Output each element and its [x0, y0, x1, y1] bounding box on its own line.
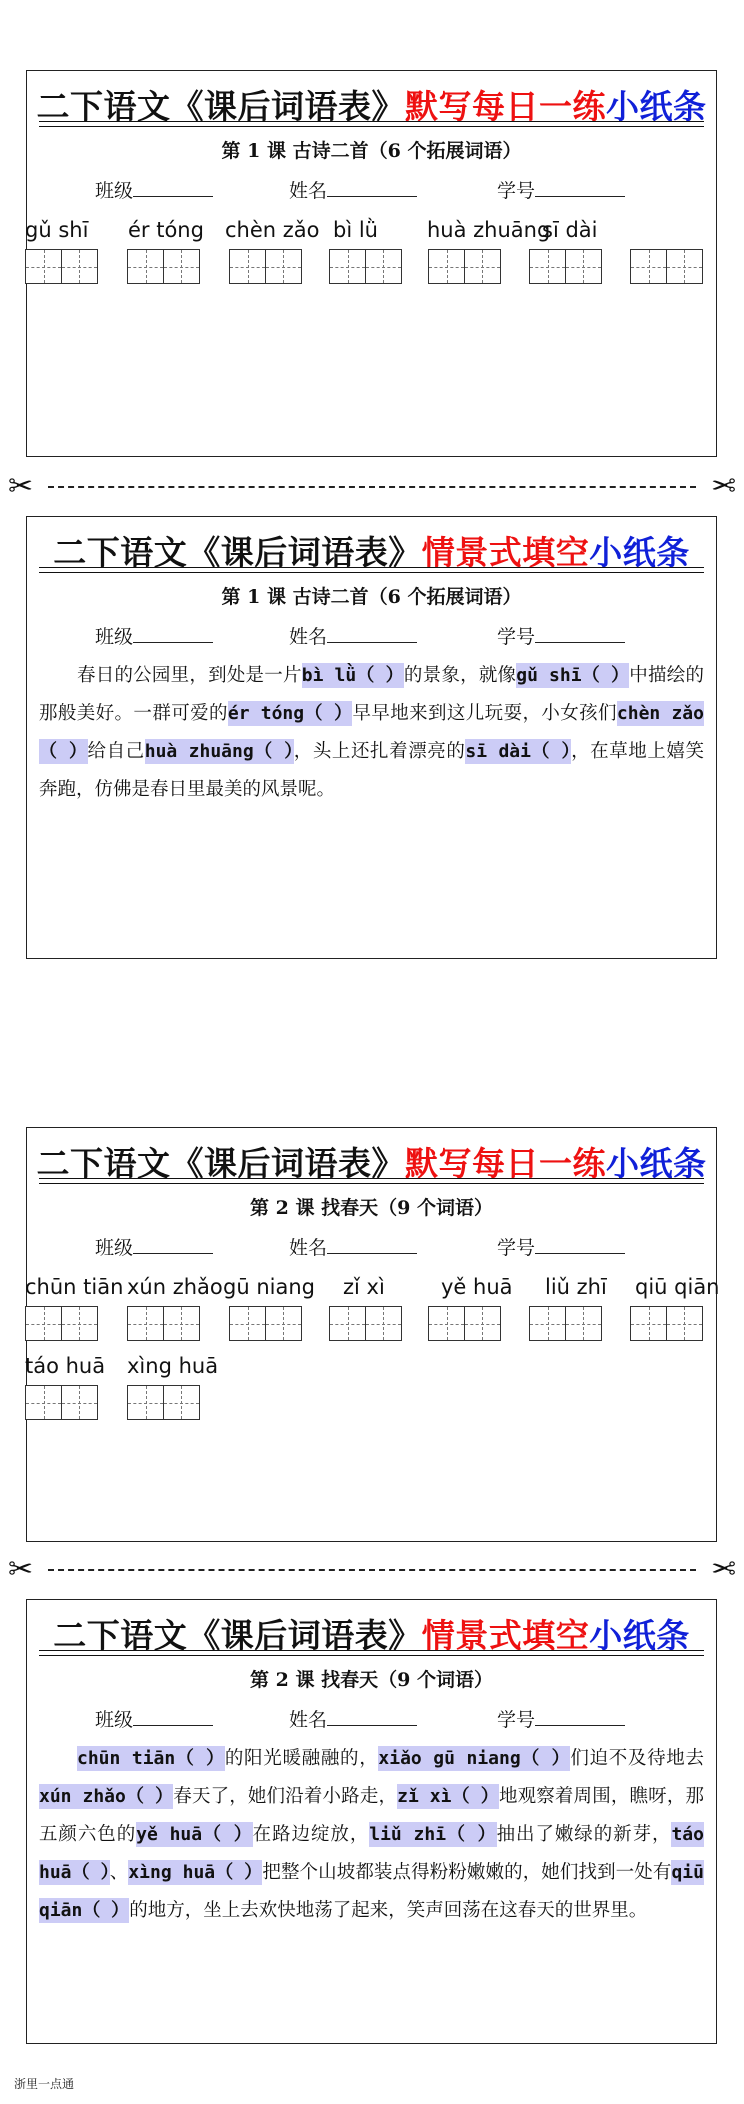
passage-text: 的地方，坐上去欢快地荡了起来，笑声回荡在这春天的世界里。 [129, 1900, 648, 1921]
title-fill: 情景式填空 [421, 533, 590, 572]
number-label: 学号 [497, 1709, 536, 1731]
number-field[interactable] [497, 176, 625, 203]
name-field[interactable] [289, 176, 417, 203]
fill-blank[interactable]: xún zhǎo（ ） [39, 1786, 174, 1807]
footer-watermark: 浙里一点通 [14, 2077, 75, 2091]
title-dictation: 默写每日一练 [405, 1144, 606, 1183]
pinyin-label: táo huā [25, 1354, 106, 1378]
passage-text: 给自己 [87, 741, 145, 762]
passage-text: ，在草地上嬉笑奔跑，仿佛是春日里最美的风景呢。 [39, 741, 704, 800]
fill-blank[interactable]: gǔ shī（ ） [516, 665, 630, 686]
number-label: 学号 [497, 626, 536, 648]
passage-text: 春天了，她们沿着小路走， [173, 1786, 398, 1807]
number-field[interactable] [497, 622, 625, 649]
number-field[interactable] [497, 1705, 625, 1732]
writing-grid[interactable] [428, 249, 500, 284]
number-label: 学号 [497, 180, 536, 202]
passage-text: 把整个山坡都装点得粉粉嫩嫩的，她们找到一处有 [262, 1862, 672, 1883]
title-suffix: 小纸条 [606, 1144, 707, 1183]
passage-text: 地观察着周围，瞧呀，那五颜六色的 [39, 1786, 704, 1845]
fill-passage [39, 657, 704, 809]
class-label: 班级 [95, 626, 134, 648]
pinyin-label: chūn tiān [25, 1275, 124, 1299]
fill-blank[interactable]: huà zhuāng（ ） [144, 741, 294, 762]
writing-grid[interactable] [127, 249, 199, 284]
passage-text: 、 [109, 1862, 129, 1883]
fill-blank[interactable]: ér tóng（ ） [227, 703, 353, 724]
fill-blank[interactable]: liǔ zhī（ ） [369, 1824, 497, 1845]
passage-text: 中描绘的那般美好。一群可爱的 [39, 665, 704, 724]
writing-grid[interactable] [329, 1306, 401, 1341]
dictation-card-lesson2 [25, 1127, 720, 1542]
scissors-icon: ✂ [710, 469, 736, 504]
writing-grid[interactable] [529, 1306, 601, 1341]
class-label: 班级 [95, 1237, 134, 1259]
passage-text: 在路边绽放， [252, 1824, 370, 1845]
title-prefix: 二下语文《课后词语表》 [53, 533, 422, 572]
title-underline [39, 567, 704, 573]
fill-blank[interactable]: chūn tiān（ ） [77, 1748, 225, 1769]
name-field[interactable] [289, 1233, 417, 1260]
fill-blank[interactable]: chèn zǎo（ ） [39, 703, 704, 762]
name-label: 姓名 [289, 1709, 328, 1731]
name-label: 姓名 [289, 180, 328, 202]
writing-grid[interactable] [428, 1306, 500, 1341]
pinyin-label: zǐ xì [343, 1275, 385, 1299]
lesson-subtitle: 第 1 课 古诗二首（6 个拓展词语） [221, 140, 522, 162]
fill-blank[interactable]: yě huā（ ） [136, 1824, 253, 1845]
title-prefix: 二下语文《课后词语表》 [53, 1616, 422, 1655]
class-field[interactable] [95, 622, 213, 649]
title-prefix: 二下语文《课后词语表》 [36, 87, 405, 126]
class-field[interactable] [95, 1705, 213, 1732]
title-suffix: 小纸条 [589, 1616, 690, 1655]
name-field[interactable] [289, 622, 417, 649]
dictation-card-lesson1 [26, 70, 717, 457]
class-label: 班级 [95, 180, 134, 202]
writing-grid[interactable] [529, 249, 601, 284]
lesson-subtitle: 第 2 课 找春天（9 个词语） [250, 1669, 493, 1691]
class-field[interactable] [95, 176, 213, 203]
scissors-icon: ✂ [8, 469, 34, 504]
writing-grid[interactable] [630, 249, 702, 284]
writing-grid[interactable] [25, 1306, 97, 1341]
pinyin-label: chèn zǎo [225, 218, 320, 242]
writing-grid[interactable] [127, 1306, 199, 1341]
title-suffix: 小纸条 [606, 87, 707, 126]
fill-card-lesson1 [26, 516, 717, 959]
pinyin-label: xún zhǎo [127, 1275, 223, 1299]
pinyin-label: liǔ zhī [545, 1275, 607, 1299]
fill-passage [39, 1740, 704, 1930]
passage-text: 春日的公园里，到处是一片 [77, 665, 302, 686]
writing-grid[interactable] [630, 1306, 702, 1341]
writing-grid[interactable] [25, 249, 97, 284]
name-label: 姓名 [289, 626, 328, 648]
pinyin-label: sī dài [542, 218, 598, 242]
fill-blank[interactable]: zǐ xì（ ） [397, 1786, 499, 1807]
writing-grid[interactable] [25, 1385, 97, 1420]
class-label: 班级 [95, 1709, 134, 1731]
fill-blank[interactable]: xìng huā（ ） [128, 1862, 263, 1883]
writing-grid[interactable] [127, 1385, 199, 1420]
fill-blank[interactable]: xiǎo gū niang（ ） [378, 1748, 571, 1769]
pinyin-label: bì lǜ [333, 218, 378, 242]
title-underline [39, 1178, 704, 1184]
title-dictation: 默写每日一练 [405, 87, 606, 126]
class-field[interactable] [95, 1233, 213, 1260]
passage-text: 早早地来到这儿玩耍，小女孩们 [352, 703, 617, 724]
fill-card-lesson2 [26, 1599, 717, 2044]
title-underline [39, 1650, 704, 1656]
pinyin-label: yě huā [441, 1275, 513, 1299]
lesson-subtitle: 第 2 课 找春天（9 个词语） [250, 1197, 493, 1219]
cut-line [8, 469, 736, 504]
title-prefix: 二下语文《课后词语表》 [36, 1144, 405, 1183]
writing-grid[interactable] [229, 1306, 301, 1341]
passage-text: 们迫不及待地去 [570, 1748, 704, 1769]
fill-blank[interactable]: qiū qiān（ ） [39, 1862, 704, 1921]
fill-blank[interactable]: sī dài（ ） [465, 741, 572, 762]
title-suffix: 小纸条 [589, 533, 690, 572]
scissors-icon: ✂ [710, 1552, 736, 1587]
name-label: 姓名 [289, 1237, 328, 1259]
title-fill: 情景式填空 [421, 1616, 590, 1655]
fill-blank[interactable]: táo huā（ ） [39, 1824, 704, 1883]
name-field[interactable] [289, 1705, 417, 1732]
passage-text: 的阳光暖融融的， [224, 1748, 379, 1769]
lesson-subtitle: 第 1 课 古诗二首（6 个拓展词语） [221, 586, 522, 608]
fill-blank[interactable]: bì lǜ（ ） [301, 665, 404, 686]
cut-line [8, 1552, 736, 1587]
pinyin-label: gū niang [223, 1275, 315, 1299]
writing-grid[interactable] [229, 249, 301, 284]
passage-text: ，头上还扎着漂亮的 [293, 741, 466, 762]
writing-grid[interactable] [329, 249, 401, 284]
pinyin-label: xìng huā [127, 1354, 219, 1378]
pinyin-label: gǔ shī [25, 218, 89, 242]
pinyin-label: huà zhuāng [427, 218, 551, 242]
passage-text: 的景象，就像 [403, 665, 517, 686]
scissors-icon: ✂ [8, 1552, 34, 1587]
pinyin-label: ér tóng [128, 218, 204, 242]
passage-text: 抽出了嫩绿的新芽， [496, 1824, 672, 1845]
number-field[interactable] [497, 1233, 625, 1260]
number-label: 学号 [497, 1237, 536, 1259]
title-underline [39, 121, 704, 127]
pinyin-label: qiū qiān [635, 1275, 720, 1299]
